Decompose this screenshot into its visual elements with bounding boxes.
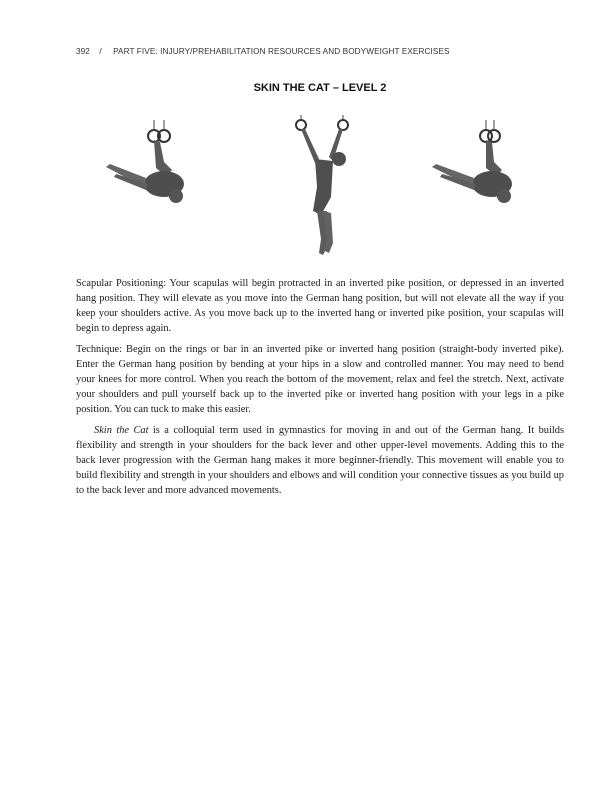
figure-german-hang [287, 115, 355, 265]
figure-inverted-pike-left [102, 120, 212, 210]
technique-paragraph: Technique: Begin on the rings or bar in an inverted pike or inverted hang position (straight-body inverted pike). Enter the German hang position by bending at your hips in a slow and controlled manner. You may need to bend your knees for more control. When you reach the bottom of the movement, relax and feel the stretch. Next, activate your shoulders and pull yourself back up to the inverted pike or inverted hang position with your legs in a pike position. You can tuck to make this easier. [76, 344, 564, 415]
rings-icon [296, 115, 348, 130]
gymnast-figure [301, 129, 346, 255]
skin-the-cat-paragraph [76, 423, 564, 498]
skin-the-cat-description: is a colloquial term used in gymnastics for moving in and out of the German hang. It builds flexibility and strength in your shoulders for the back lever and other upper-level movements. Adding this to the back lever progression with the German hang makes it more beginner-friendly. This movement will enable you to build flexibility and strength in your shoulders and elbows and will condition your connective tissues as you build up to the back lever and more advanced movements. [76, 425, 564, 496]
header-separator: / [99, 47, 102, 56]
section-title: PART FIVE: INJURY/PREHABILITATION RESOURCES AND BODYWEIGHT EXERCISES [113, 47, 450, 56]
gymnast-figure [432, 140, 512, 203]
body-text [76, 276, 564, 504]
skin-the-cat-term: Skin the Cat [94, 425, 149, 436]
gymnast-figure [106, 140, 184, 203]
page-number: 392 [76, 47, 90, 56]
scapular-positioning-paragraph: Scapular Positioning: Your scapulas will begin protracted in an inverted pike position, or depressed in an inverted hang position. They will elevate as you move into the German hang position, but will not elevate all the way if you keep your shoulders active. As you move back up to the inverted hang or inverted pike position, your scapulas will begin to depress again. [76, 278, 564, 334]
rings-icon [148, 120, 170, 142]
figure-inverted-pike-right [428, 120, 538, 210]
rings-icon [480, 120, 500, 142]
running-header [76, 47, 546, 56]
exercise-title: SKIN THE CAT – LEVEL 2 [253, 82, 387, 94]
